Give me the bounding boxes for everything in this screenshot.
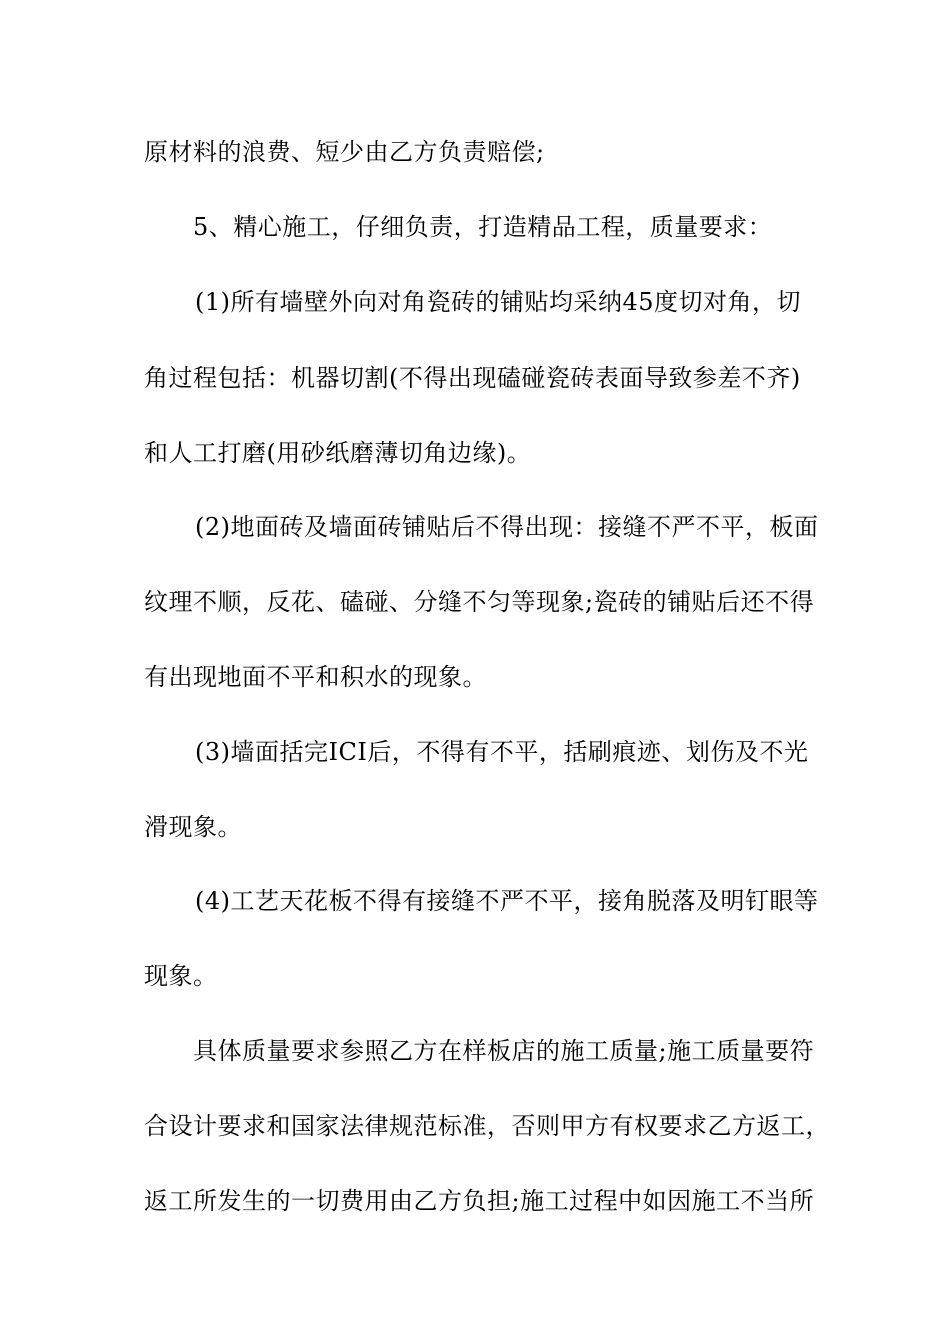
text-line: 角过程包括：机器切割(不得出现磕碰瓷砖表面导致参差不齐): [144, 364, 801, 392]
text-line: 合设计要求和国家法律规范标准，否则甲方有权要求乙方返工，: [144, 1112, 830, 1140]
text-line: (4)工艺天花板不得有接缝不严不平，接角脱落及明钉眼等: [195, 887, 819, 915]
text-line: 和人工打磨(用砂纸磨薄切角边缘)。: [144, 439, 532, 467]
text-line: (2)地面砖及墙面砖铺贴后不得出现：接缝不严不平，板面: [195, 513, 819, 541]
text-line: 纹理不顺，反花、磕碰、分缝不匀等现象;瓷砖的铺贴后还不得: [144, 588, 815, 616]
text-line: (1)所有墙壁外向对角瓷砖的铺贴均采纳45度切对角，切: [195, 288, 802, 316]
text-line: 原材料的浪费、短少由乙方负责赔偿;: [144, 138, 545, 166]
text-line: 有出现地面不平和积水的现象。: [144, 663, 487, 691]
text-line: 现象。: [144, 962, 218, 990]
text-line: 返工所发生的一切费用由乙方负担;施工过程中如因施工不当所: [144, 1187, 815, 1215]
text-line: 滑现象。: [144, 813, 242, 841]
text-line: 具体质量要求参照乙方在样板店的施工质量;施工质量要符: [193, 1037, 815, 1065]
text-line: (3)墙面括完ICI后，不得有不平，括刷痕迹、划伤及不光: [195, 738, 809, 766]
section-heading: 5、精心施工，仔细负责，打造精品工程，质量要求：: [193, 213, 773, 241]
